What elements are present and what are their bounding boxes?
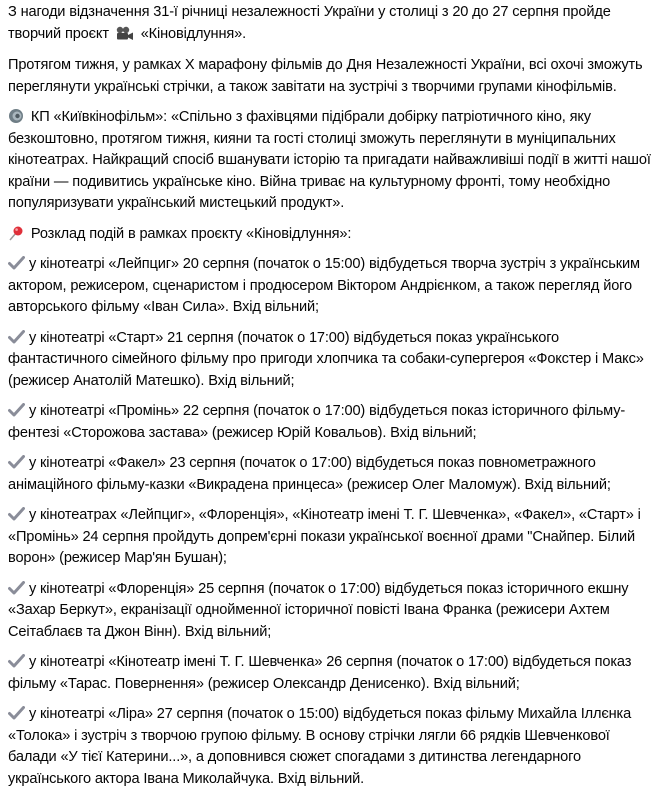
schedule-heading-text: Розклад подій в рамках проєкту «Кіновідлуння»: [30,225,352,242]
check-mark-icon [8,330,25,344]
pushpin-icon [8,225,24,241]
schedule-item-text: у кінотеатрі «Старт» 21 серпня (початок о 17:00) відбудеться показ українського фантастичного сімейного фільму про пригоди хлопчика та собаки-супергероя «Фокстер і Макс» (режисер Анатолій Матешко). Вхід вільний; [8,329,644,389]
schedule-item [8,254,661,319]
intro-text: З нагоди відзначення 31-ї річниці незалежності України у столиці з 20 до 27 серпня пройде творчий проєкт [8,4,611,42]
schedule-item-text: у кінотеатрі «Кінотеатр імені Т. Г. Шевченка» 26 серпня (початок о 17:00) відбудеться показ фільму «Тарас. Повернення» (режисер Олександр Денисенко). Вхід вільний; [8,654,632,692]
schedule-item [8,704,661,790]
schedule-item [8,505,661,570]
schedule-item-text: у кінотеатрі «Ліра» 27 серпня (початок о 15:00) відбудеться показ фільму Михайла Іллєнка «Толока» і зустріч з творчою групою фільму. В основу стрічки лягли 66 рядків Шевченкової балади «У тієї Катерини...», а доповнився сюжет спогадами з дитинства легендарного українського актора Івана Миколайчука. Вхід вільний. [8,706,632,787]
schedule-item [8,453,661,496]
movie-camera-icon [115,26,134,41]
check-mark-icon [8,706,25,720]
check-mark-icon [8,507,25,521]
check-mark-icon [8,654,25,668]
intro-paragraph [8,2,661,45]
quote-paragraph [8,107,661,215]
project-name: «Кіновідлуння». [140,25,246,42]
speaker-icon [8,108,24,124]
check-mark-icon [8,256,25,270]
marathon-paragraph: Протягом тижня, у рамках X марафону фільмів до Дня Незалежності України, всі охочі зможуть переглянути українські стрічки, а також завітати на зустрічі з творчими групами кінофільмів. [8,57,643,95]
schedule-heading [8,224,661,246]
check-mark-icon [8,403,25,417]
schedule-item-text: у кінотеатрі «Лейпциг» 20 серпня (початок о 15:00) відбудеться творча зустріч з українським актором, режисером, сценаристом і продюсером Віктором Андрієнком, а також перегляд його авторського фільму «Іван Сила». Вхід вільний; [8,256,640,315]
schedule-item [8,328,661,393]
schedule-item [8,579,661,644]
quote-text: КП «Київкінофільм»: «Спільно з фахівцями підібрали добірку патріотичного кіно, яку безкоштовно, протягом тижня, кияни та гості столиці зможуть переглянути в муніципальних кінотеатрах. Найкращий спосіб вшанувати історію та пригадати найважливіші події в житті нашої країни — подивитись українське кіно. Війна триває на культурному фронті, тому необхідно популяризувати український мистецький продукт». [8,109,651,211]
schedule-item-text: у кінотеатрі «Промінь» 22 серпня (початок о 17:00) відбудеться показ історичного фільму-фентезі «Сторожова застава» (режисер Юрій Ковальов). Вхід вільний; [8,403,626,441]
check-mark-icon [8,581,25,595]
schedule-item [8,652,661,695]
schedule-item-text: у кінотеатрі «Флоренція» 25 серпня (початок о 17:00) відбудеться показ історичного екшну «Захар Беркут», екранізації однойменної історичної повісті Івана Франка (режисери Ахтем Сеітаблаєв та Джон Вінн). Вхід вільний; [8,580,629,640]
schedule-item-text: у кінотеатрах «Лейпциг», «Флоренція», «Кінотеатр імені Т. Г. Шевченка», «Факел», «Старт» і «Промінь» 24 серпня пройдуть допрем'єрні покази української воєнної драми "Снайпер. Білий ворон» (режисер Мар'ян Бушан); [8,507,641,566]
schedule-list [8,254,661,790]
check-mark-icon [8,455,25,469]
schedule-item-text: у кінотеатрі «Факел» 23 серпня (початок о 17:00) відбудеться показ повнометражного анімаційного фільму-казки «Викрадена принцеса» (режисер Олег Маломуж). Вхід вільний; [8,455,611,493]
schedule-item [8,401,661,444]
